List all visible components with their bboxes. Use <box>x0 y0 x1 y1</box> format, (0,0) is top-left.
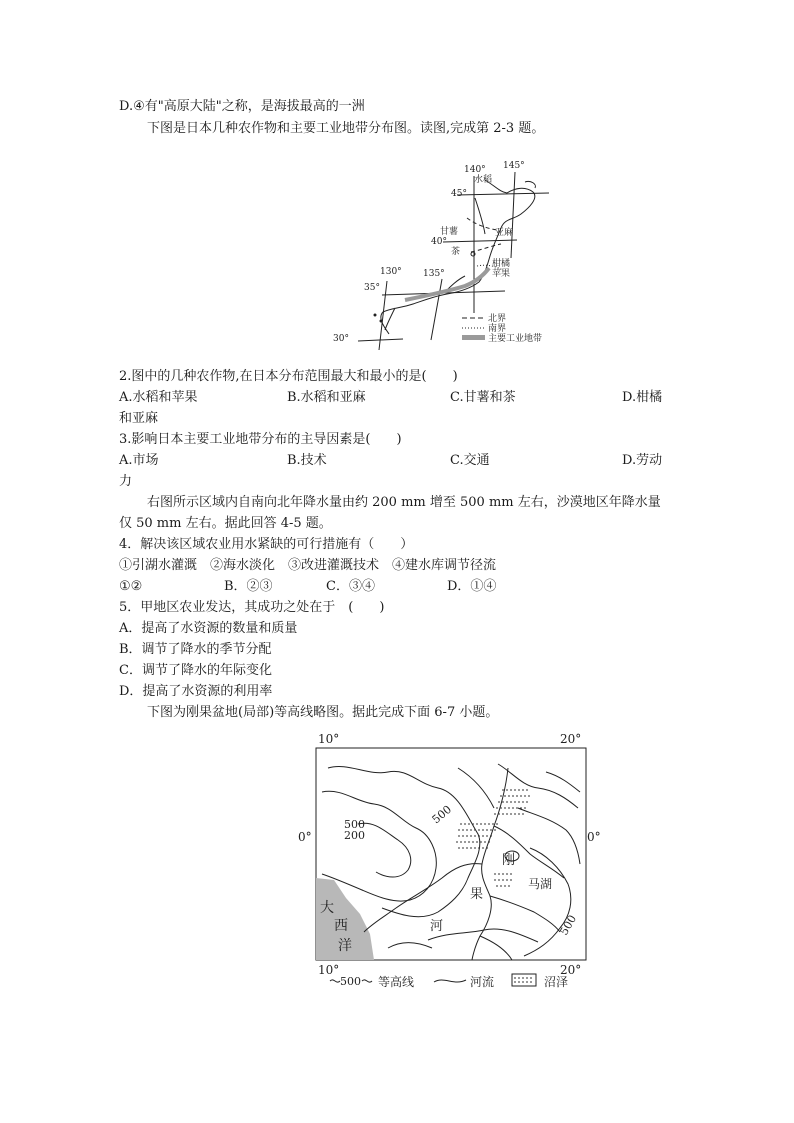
tea-label: 茶 <box>451 247 461 257</box>
legend-industry-label: 主要工业地带 <box>488 334 543 344</box>
q3-option-d-wrap: 力 <box>119 474 133 489</box>
lat-0-left-label: 0° <box>298 830 312 844</box>
q5-option-b: B．调节了降水的季节分配 <box>119 642 272 657</box>
intro-questions-4-5-line-2: 仅 50 mm 左右。据此回答 4-5 题。 <box>119 516 332 531</box>
legend-contour-label: 等高线 <box>378 975 415 989</box>
q2-option-d-wrap: 和亚麻 <box>119 411 159 426</box>
flax-label: 亚麻 <box>495 228 514 238</box>
q3-option-d: D.劳动 <box>622 453 663 468</box>
option-d-previous: D.④有"高原大陆"之称，是海拔最高的一洲 <box>119 99 365 114</box>
contour-500-label-c: 500 <box>557 912 580 938</box>
question-5: 5．甲地区农业发达，其成功之处在于 ( ) <box>119 600 385 615</box>
lat-0-right-label: 0° <box>587 830 601 844</box>
q4-option-c: C．③④ <box>326 579 375 594</box>
contour-200-label: 200 <box>344 829 365 842</box>
q2-option-c: C.甘薯和茶 <box>450 390 516 405</box>
congo-label-gang: 刚 <box>502 853 516 868</box>
legend-south-label: 南界 <box>488 324 507 334</box>
congo-label-guo: 果 <box>470 887 484 902</box>
q3-option-b: B.技术 <box>287 453 327 468</box>
lake-label: 马湖 <box>528 877 553 891</box>
legend-swamp-label: 沼泽 <box>544 975 569 989</box>
swamp-area-center <box>456 824 498 848</box>
ocean-label-yang: 洋 <box>338 938 352 954</box>
legend-river-label: 河流 <box>470 975 495 989</box>
q2-option-a: A.水稻和苹果 <box>119 390 198 405</box>
congo-label-he: 河 <box>430 919 444 934</box>
sweet-potato-label: 甘薯 <box>440 227 459 237</box>
lon-10-bottom-label: 10° <box>318 963 340 977</box>
lon-135-label: 135° <box>423 269 445 279</box>
q4-option-d: D．①④ <box>447 579 497 594</box>
q4-option-b: B．②③ <box>224 579 273 594</box>
question-3: 3.影响日本主要工业地带分布的主导因素是( ) <box>119 432 402 447</box>
legend-contour-symbol-left <box>330 980 340 982</box>
legend-contour-value: 500 <box>340 975 361 988</box>
q3-option-a: A.市场 <box>119 453 159 468</box>
q3-option-c: C.交通 <box>450 453 490 468</box>
q2-option-b: B.水稻和亚麻 <box>287 390 366 405</box>
lat-30-label: 30° <box>333 334 349 344</box>
legend-industry-swatch <box>462 335 485 340</box>
lat-35-label: 35° <box>364 283 380 293</box>
legend-contour-symbol-right <box>362 980 372 982</box>
q4-option-a: ①② <box>119 579 143 594</box>
q5-option-c: C．调节了降水的年际变化 <box>119 663 272 678</box>
q5-option-d: D．提高了水资源的利用率 <box>119 684 273 699</box>
question-4: 4．解决该区域农业用水紧缺的可行措施有（ ） <box>119 537 414 552</box>
lon-20-top-label: 20° <box>560 732 582 746</box>
citrus-label: 柑橘 <box>492 259 511 269</box>
intro-questions-2-3: 下图是日本几种农作物和主要工业地带分布图。读图,完成第 2-3 题。 <box>147 121 545 136</box>
contour-500-label-b: 500 <box>429 802 455 827</box>
lon-140-label: 140° <box>464 165 486 175</box>
lat-40-label: 40° <box>431 237 447 247</box>
q5-option-a: A．提高了水资源的数量和质量 <box>119 621 298 636</box>
lon-20-bottom-label: 20° <box>560 963 582 977</box>
intro-questions-6-7: 下图为刚果盆地(局部)等高线略图。据此完成下面 6-7 小题。 <box>147 705 499 720</box>
swamp-area-south <box>494 874 514 886</box>
rice-label: 水稻 <box>474 175 493 185</box>
intro-questions-4-5-line-1: 右图所示区域内自南向北年降水量由约 200 mm 增至 500 mm 左右，沙漠地区年降水量 <box>147 495 661 510</box>
question-2: 2.图中的几种农作物,在日本分布范围最大和最小的是( ) <box>119 369 458 384</box>
ocean-label-da: 大 <box>320 900 334 916</box>
legend-river-symbol <box>434 980 466 982</box>
lat-45-label: 45° <box>451 189 467 199</box>
japan-crop-map <box>325 158 565 353</box>
apple-label: 苹果 <box>492 269 511 279</box>
legend-north-label: 北界 <box>488 314 507 324</box>
congo-basin-contour-map <box>298 728 608 998</box>
q2-option-d: D.柑橘 <box>622 390 663 405</box>
contour-500-label-a: 500 <box>344 818 365 831</box>
ocean-label-xi: 西 <box>334 918 348 934</box>
legend-swamp-box <box>512 974 536 986</box>
lon-145-label: 145° <box>503 161 525 171</box>
question-4-items: ①引湖水灌溉 ②海水淡化 ③改进灌溉技术 ④建水库调节径流 <box>119 558 497 573</box>
lon-10-top-label: 10° <box>318 732 340 746</box>
lon-130-label: 130° <box>380 267 402 277</box>
legend-swamp-pattern <box>514 978 534 982</box>
